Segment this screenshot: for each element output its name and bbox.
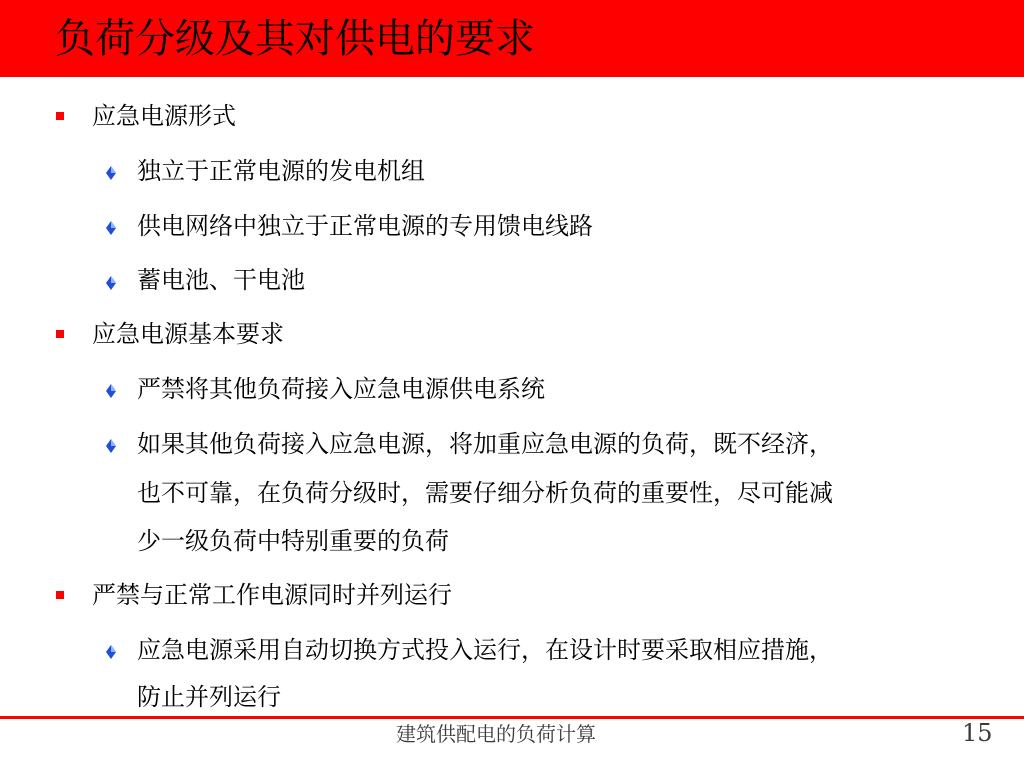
list-item-level1: 严禁与正常工作电源同时并列运行 — [92, 581, 452, 609]
list-item-level2-line: 少一级负荷中特别重要的负荷 — [137, 527, 449, 555]
square-bullet-icon — [56, 330, 64, 338]
square-bullet-icon — [56, 591, 64, 599]
diamond-bullet-icon — [106, 645, 116, 659]
diamond-bullet-icon — [106, 221, 116, 235]
diamond-bullet-icon — [106, 439, 116, 453]
page-number: 15 — [962, 719, 993, 747]
slide-title: 负荷分级及其对供电的要求 — [55, 16, 535, 62]
footer-title: 建筑供配电的负荷计算 — [396, 722, 596, 746]
list-item-level2: 独立于正常电源的发电机组 — [137, 157, 425, 185]
list-item-level2-line: 应急电源采用自动切换方式投入运行，在设计时要采取相应措施， — [137, 636, 833, 664]
list-item-level2: 严禁将其他负荷接入应急电源供电系统 — [137, 375, 545, 403]
list-item-level2: 蓄电池、干电池 — [137, 266, 305, 294]
list-item-level2-line: 如果其他负荷接入应急电源，将加重应急电源的负荷，既不经济， — [137, 430, 833, 458]
square-bullet-icon — [56, 112, 64, 120]
list-item-level1: 应急电源形式 — [92, 102, 236, 130]
list-item-level2-line: 也不可靠，在负荷分级时，需要仔细分析负荷的重要性，尽可能减 — [137, 479, 833, 507]
diamond-bullet-icon — [106, 166, 116, 180]
diamond-bullet-icon — [106, 384, 116, 398]
list-item-level2-line: 防止并列运行 — [137, 683, 281, 711]
diamond-bullet-icon — [106, 276, 116, 290]
list-item-level2: 供电网络中独立于正常电源的专用馈电线路 — [137, 212, 593, 240]
footer-divider — [0, 716, 1024, 719]
list-item-level1: 应急电源基本要求 — [92, 320, 284, 348]
